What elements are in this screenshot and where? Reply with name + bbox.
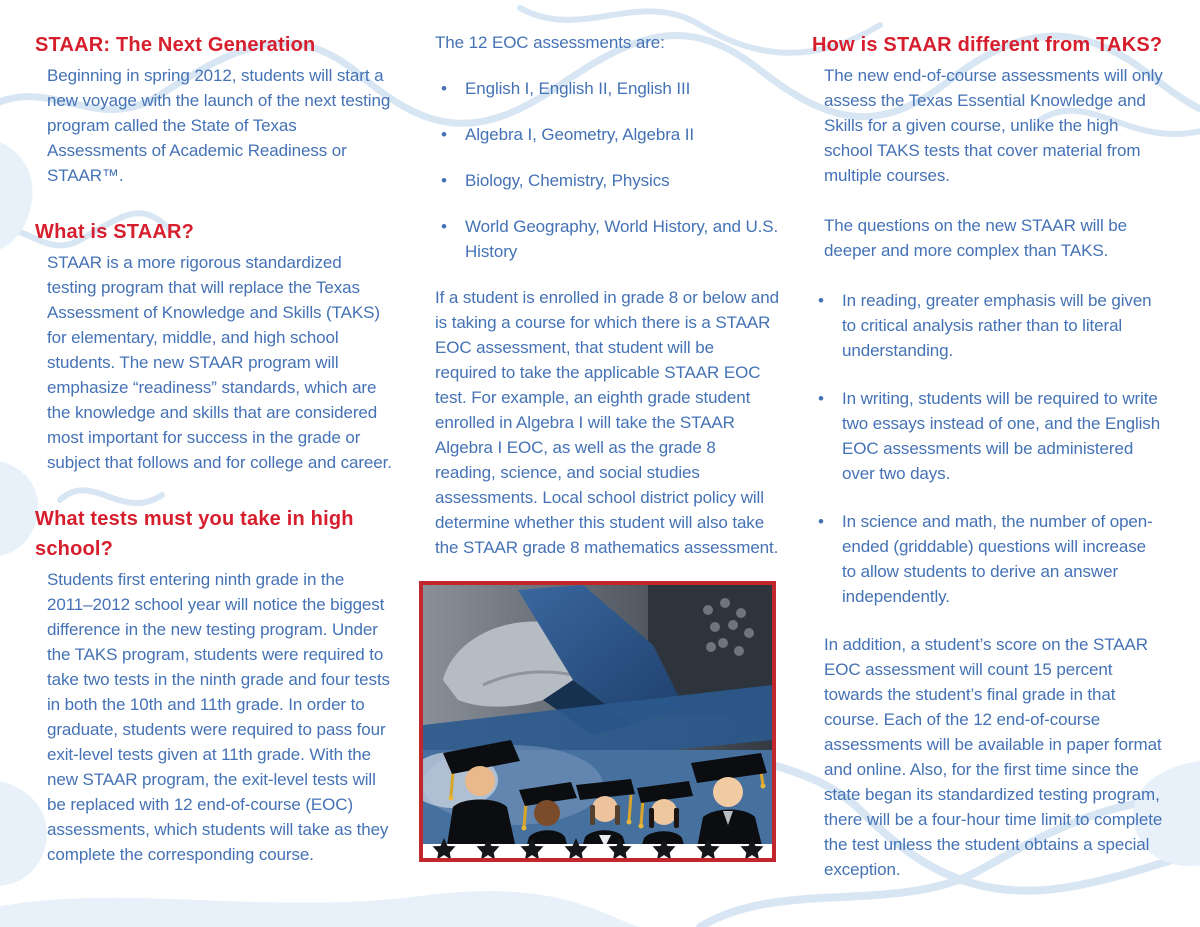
section-heading: What is STAAR? (35, 221, 195, 243)
list-item: • Algebra I, Geometry, Algebra II (435, 122, 780, 147)
list-item: • In reading, greater emphasis will be given to critical analysis rather than to literal understanding. (812, 288, 1164, 363)
section-paragraph: Students first entering ninth grade in the 2011–2012 school year will notice the biggest difference in the new testing program. Under the TAKS program, students were required to take two tests in the ninth grade and four tests in both the 10th and 11th grade. In order to graduate, students were required to pass four exit-level tests given at 11th grade. With the new STAAR program, the exit-level tests will be replaced with 12 end-of-course (EOC) assessments, which students will take as they complete the corresponding course. (47, 570, 390, 864)
section-paragraph: Beginning in spring 2012, students will start a new voyage with the launch of the next testing program called the State of Texas Assessments of Academic Readiness or STAAR™. (47, 66, 391, 185)
bullet-icon: • (441, 171, 447, 190)
taks-diff-paragraph-2: The questions on the new STAAR will be deeper and more complex than TAKS. (824, 216, 1127, 260)
list-item: • English I, English II, English III (435, 76, 780, 101)
list-item: • In science and math, the number of open-ended (griddable) questions will increase to allow students to derive an answer independently. (812, 509, 1164, 609)
list-item: • Biology, Chemistry, Physics (435, 168, 780, 193)
bullet-icon: • (818, 389, 824, 408)
bullet-icon: • (818, 512, 824, 531)
middle-column (435, 30, 780, 862)
left-column (35, 30, 393, 896)
bullet-icon: • (441, 79, 447, 98)
section-what-tests (35, 504, 393, 867)
taks-diff-paragraph-1: The new end-of-course assessments will only assess the Texas Essential Knowledge and Skills for a given course, unlike the high school TAKS tests that cover material from multiple courses. (824, 66, 1163, 185)
eoc-assessments-list (435, 76, 780, 264)
list-item: • World Geography, World History, and U.S. History (435, 214, 780, 264)
list-item: • In writing, students will be required to write two essays instead of one, and the English EOC assessments will be administered over two days. (812, 386, 1164, 486)
grade8-paragraph: If a student is enrolled in grade 8 or below and is taking a course for which there is a STAAR EOC assessment, that student will be required to take the applicable STAAR EOC test. For example, an eighth grade student enrolled in Algebra I will take the STAAR Algebra I EOC, as well as the grade 8 reading, science, and social studies assessments. Local school district policy will determine whether this student will also take the STAAR grade 8 mathematics assessment. (435, 288, 779, 557)
section-heading: How is STAAR different from TAKS? (812, 34, 1163, 56)
closing-paragraph: In addition, a student’s score on the STAAR EOC assessment will count 15 percent towards the student’s final grade in that course. Each of the 12 end-of-course assessments will be available in paper format and online. Also, for the first time since the state began its standardized testing program, there will be a four-hour time limit to complete the test unless the student obtains a special exception. (824, 635, 1163, 879)
eoc-intro-text: The 12 EOC assessments are: (435, 33, 665, 52)
section-paragraph: STAAR is a more rigorous standardized testing program that will replace the Texas Assessment of Knowledge and Skills (TAKS) for elementary, middle, and high school students. The new STAAR program will emphasize “readiness” standards, which are the knowledge and skills that are considered most important for success in the grade or subject that follows and for college and career. (47, 253, 392, 472)
bullet-icon: • (441, 217, 447, 236)
bullet-icon: • (441, 125, 447, 144)
graduates-photo (419, 581, 776, 862)
section-heading: STAAR: The Next Generation (35, 34, 316, 56)
section-next-generation (35, 30, 393, 188)
section-heading: What tests must you take in high school? (35, 508, 354, 560)
taks-diff-list (812, 288, 1164, 609)
right-column (812, 30, 1164, 882)
section-what-is-staar (35, 217, 393, 475)
bullet-icon: • (818, 291, 824, 310)
